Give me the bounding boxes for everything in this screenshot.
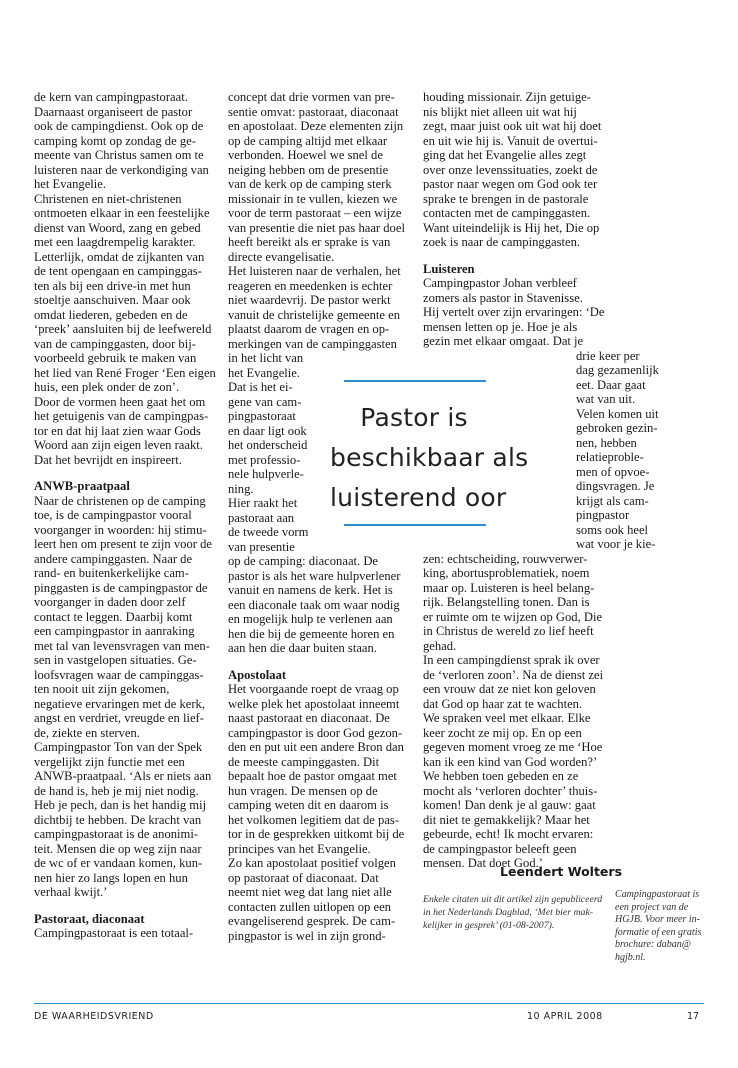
text-line: leert hen om present te zijn voor de: [34, 537, 212, 551]
side-note: Campingpastoraat is een project van de HGJB. Voor meer in- formatie of een gratis brochure: daban@ hgjb.nl.: [615, 889, 702, 963]
text-line: wat van uit.: [576, 392, 636, 406]
pull-quote-top-rule: [344, 380, 486, 382]
text-line: van de kerk op de camping sterk: [228, 177, 392, 191]
subheading-luisteren: Luisteren: [423, 261, 475, 276]
text-line: komen! Dan denk je al gauw: gaat: [423, 798, 596, 812]
text-line: het Evangelie.: [228, 365, 301, 380]
text-line: pastor naar wegen om God ook ter: [423, 177, 598, 191]
paragraph: [34, 395, 212, 468]
text-line: ten nooit uit zijn gekomen,: [34, 682, 170, 696]
text-line: sen in vastgelopen situaties. Ge-: [34, 653, 197, 667]
text-line: ‘preek’ aansluiten bij de leefwereld: [34, 322, 212, 336]
text-line: In een campingdienst sprak ik over: [423, 653, 600, 667]
text-line: verhaal kwijt.’: [34, 885, 108, 899]
text-line: en apostolaat. Deze elementen zijn: [228, 119, 404, 133]
text-line: kan ik een kind van God worden?’: [423, 754, 598, 769]
text-line: ANWB-praatpaal. ‘Als er niets aan: [34, 769, 212, 783]
subheading-apostolaat: Apostolaat: [228, 667, 287, 682]
text-line: Zo kan apostolaat positief volgen: [228, 856, 396, 870]
page-number: 17: [687, 1011, 700, 1022]
text-line: Dat is het ei-: [228, 380, 293, 394]
text-line: neiging hebben om de presentie: [228, 162, 389, 177]
text-line: dichtbij te hebben. De kracht van: [34, 812, 202, 827]
footer-publication: DE WAARHEIDSVRIEND: [34, 1011, 154, 1022]
text-line: tor in de gesprekken uitkomt bij de: [228, 827, 405, 841]
text-line: Campingpastor Ton van der Spek: [34, 740, 203, 754]
text-line: met tal van levensvragen van men-: [34, 638, 210, 653]
text-line: meente van Christus samen om te: [34, 148, 204, 162]
text-line: pingpastor: [576, 508, 630, 522]
text-line: men of opvoe-: [576, 464, 650, 479]
text-line: het getuigenis van de campingpas-: [34, 409, 209, 423]
text-line: pastor is als het ware hulpverlener: [228, 568, 401, 583]
text-line: zegt, maar juist ook uit wat hij doet: [423, 119, 602, 133]
text-line: bepaalt hoe de pastor omgaat met: [228, 769, 397, 783]
text-line: nen, hebben: [576, 435, 637, 450]
pull-quote: [330, 378, 529, 528]
text-line: naast pastoraat en diaconaat. De: [228, 711, 390, 725]
text-line: contact te leggen. Daarbij komt: [34, 609, 193, 624]
text-line: king, abortusproblematiek, noem: [423, 566, 590, 580]
text-line: gegeven moment vroeg ze me ‘Hoe: [423, 740, 603, 754]
paragraph: [423, 90, 603, 250]
text-line: toe, is de campingpastor vooral: [34, 508, 192, 522]
text-line: Hij vertelt over zijn ervaringen: ‘De: [423, 305, 605, 319]
text-line: soms ook heel: [576, 522, 649, 537]
text-line: loofsvragen waar de campinggas-: [34, 667, 204, 682]
paragraph-lines: [423, 552, 603, 654]
text-line: met professio-: [228, 452, 301, 467]
text-line: voorganger in daden door zelf: [34, 595, 186, 609]
pull-quote-bottom-rule: [344, 524, 486, 526]
text-line: angst en verdriet, vreugde en lief-: [34, 711, 204, 725]
text-line: Pastor is: [360, 403, 468, 432]
paragraph: [34, 494, 212, 741]
pull-quote-text: [330, 398, 529, 518]
text-line: Heb je pech, dan is het handig mij: [34, 798, 207, 812]
text-line: houding missionair. Zijn getuige-: [423, 90, 591, 104]
text-line: de wc of er vandaan komen, kun-: [34, 856, 203, 870]
text-line: de meeste campinggasten. Dit: [228, 754, 380, 769]
text-line: evangeliserend gesprek. De cam-: [228, 914, 396, 928]
text-line: op de camping: diaconaat. De: [228, 554, 379, 568]
text-line: zen: echtscheiding, rouwverwer-: [423, 551, 588, 566]
text-line: gebeurde, echt! Ik mocht ervaren:: [423, 827, 594, 841]
text-line: sprake te brengen in de pastorale: [423, 191, 589, 206]
text-line: de tent opengaan en campinggas-: [34, 264, 202, 278]
text-line: neemt niet weg dat lang niet alle: [228, 885, 392, 899]
text-line: Het voorgaande roept de vraag op: [228, 682, 399, 696]
text-line: stoeltje aanschuiven. Maar ook: [34, 293, 191, 307]
text-line: eet. Daar gaat: [576, 377, 646, 392]
text-line: Campingpastoraat is een totaal-: [34, 926, 194, 940]
paragraph: [228, 90, 406, 264]
footer-divider: [34, 1003, 704, 1004]
text-line: maar op. Luisteren is heel belang-: [423, 580, 595, 595]
text-line: pastoraat aan: [228, 510, 295, 525]
text-line: dingsvragen. Je: [576, 479, 655, 493]
text-line: plaatst daarom de vragen en op-: [228, 322, 390, 336]
text-line: het Evangelie.: [34, 177, 107, 191]
text-line: luisteren naar de verkondiging van: [34, 162, 209, 177]
text-line: pinggasten is de campingpastor de: [34, 580, 208, 595]
text-line: Naar de christenen op de camping: [34, 493, 206, 508]
paragraph: [34, 90, 212, 192]
text-line: welke plek het apostolaat inneemt: [228, 696, 400, 711]
text-line: dag gezamenlijk: [576, 363, 659, 377]
text-line: Dat het bevrijdt en inspireert.: [34, 452, 182, 467]
text-line: en daar ligt ook: [228, 423, 307, 438]
text-line: een vrouw dat ze niet kon geloven: [423, 682, 596, 696]
text-line: het volkomen legitiem dat de pas-: [228, 812, 400, 827]
paragraph: [34, 926, 212, 941]
text-line: den en put uit een andere Bron dan: [228, 740, 404, 754]
text-line: mocht als ‘verloren dochter’ thuis-: [423, 783, 598, 798]
text-line: in het licht van: [228, 351, 304, 365]
text-line: campingpastoraat is de anonimi-: [34, 827, 199, 841]
text-line: campingpastor is door God gezon-: [228, 725, 403, 740]
text-line: Het luisteren naar de verhalen, het: [228, 264, 401, 278]
text-line: camping komt op zondag de ge-: [34, 133, 196, 148]
text-line: een campingpastor in aanraking: [34, 624, 195, 638]
subheading-pastoraat-diaconaat: Pastoraat, diaconaat: [34, 911, 145, 926]
text-line: Velen komen uit: [576, 406, 659, 421]
text-line: ning.: [228, 481, 254, 496]
source-note: Enkele citaten uit dit artikel zijn gepubliceerd in het Nederlands Dagblad, ‘Met bier mak- kelijker in gesprek’ (01-08-2007).: [423, 894, 603, 931]
text-line: dit niet te gemakkelijk? Maar het: [423, 812, 590, 827]
text-line: en uit wie hij is. Vanuit de overtui-: [423, 133, 598, 148]
text-line: mensen. Dat doet God.’: [423, 856, 543, 870]
text-line: We spraken veel met elkaar. Elke: [423, 711, 591, 725]
text-line: contacten zullen uitlopen op een: [228, 899, 391, 914]
text-line: de ‘verloren zoon’. Na de dienst zei: [423, 667, 604, 682]
text-line: ten als bij een drive-in met hun: [34, 278, 191, 293]
text-line: aan hen die daar buiten staan.: [228, 641, 377, 655]
text-line: We hebben toen gebeden en ze: [423, 769, 579, 783]
text-line: Daarnaast organiseert de pastor: [34, 104, 193, 119]
text-line: nis blijkt niet alleen uit wat hij: [423, 104, 577, 119]
text-line: van presentie die niet pas haar doel: [228, 220, 405, 235]
text-line: luisterend oor: [330, 483, 507, 512]
text-line: pingpastoraat: [228, 409, 296, 423]
text-line: gebroken gezin-: [576, 421, 658, 435]
text-line: gene van cam-: [228, 394, 302, 409]
author-name: Leendert Wolters: [500, 864, 623, 879]
paragraph: [228, 856, 406, 943]
text-line: en mogelijk hulp te verlenen aan: [228, 612, 393, 626]
text-line: dat God op haar zat te wachten.: [423, 696, 583, 711]
text-line: krijgt als cam-: [576, 493, 649, 508]
text-line: merkingen van de campinggasten: [228, 336, 397, 351]
paragraph: [228, 682, 406, 856]
text-line: zomers als pastor in Stavenisse.: [423, 290, 583, 305]
paragraph: [423, 653, 603, 871]
text-line: mensen letten op je. Hoe je als: [423, 319, 578, 334]
text-line: negatieve ervaringen met de kerk,: [34, 696, 205, 711]
text-line: relatieproble-: [576, 450, 644, 464]
footer-date: 10 APRIL 2008: [527, 1011, 603, 1022]
text-line: hen die bij de gemeente horen en: [228, 626, 395, 641]
text-line: pingpastor is wel in zijn grond-: [228, 928, 386, 943]
article-column-1: [34, 90, 216, 941]
text-line: voorbeeld gebruik te maken van: [34, 351, 197, 365]
text-line: Christenen en niet-christenen: [34, 191, 182, 206]
text-line: van de campinggasten, door bij-: [34, 336, 196, 351]
text-line: de, ziekte en sterven.: [34, 725, 140, 740]
text-line: rand- en buitenkerkelijke cam-: [34, 566, 189, 580]
text-line: Woord aan zijn eigen leven raakt.: [34, 438, 203, 452]
text-line: omdat liederen, gebeden en de: [34, 307, 188, 322]
text-line: dienst van Woord, zang en gebed: [34, 220, 201, 235]
text-line: hun vragen. De mensen op de: [228, 783, 378, 798]
text-line: reageren en meedenken is echter: [228, 278, 393, 293]
text-line: een diaconale taak om waar nodig: [228, 597, 400, 612]
text-line: contacten met de campinggasten.: [423, 206, 591, 220]
text-line: met een laagdrempelig karakter.: [34, 235, 196, 249]
text-line: op pastoraat of diaconaat. Dat: [228, 870, 379, 885]
text-line: vanuit en namens de kerk. Het is: [228, 583, 393, 597]
text-line: teit. Mensen die op weg zijn naar: [34, 841, 202, 856]
text-line: camping weten dit en daarom is: [228, 798, 389, 812]
text-line: op de camping altijd met elkaar: [228, 133, 388, 148]
text-line: huis, een plek onder de zon’.: [34, 380, 180, 394]
text-line: ontmoeten elkaar in een feestelijke: [34, 206, 210, 220]
text-line: verbonden. Hoewel we snel de: [228, 148, 383, 162]
text-line: beschikbaar als: [330, 443, 529, 472]
text-line: de tweede vorm: [228, 525, 309, 539]
text-line: ging dat het Evangelie alles zegt: [423, 148, 587, 162]
text-line: het onderscheid: [228, 438, 308, 452]
text-line: niet waardevrij. De pastor werkt: [228, 293, 391, 307]
text-line: gezin met elkaar omgaat. Dat je: [423, 334, 584, 348]
text-line: in Christus de wereld zo lief heeft: [423, 624, 594, 638]
text-line: keer zocht ze mij op. En op een: [423, 725, 582, 740]
text-line: het lied van René Froger ‘Een eigen: [34, 365, 216, 380]
text-line: de campingpastor beleeft geen: [423, 841, 577, 856]
text-line: Letterlijk, omdat de zijkanten van: [34, 249, 205, 264]
text-line: directe evangelisatie.: [228, 249, 335, 264]
text-line: vergelijkt zijn functie met een: [34, 754, 185, 769]
text-line: principes van het Evangelie.: [228, 841, 371, 856]
text-line: voor de term pastoraat – een wijze: [228, 206, 402, 220]
text-line: over onze levenssituaties, zoekt de: [423, 162, 598, 177]
paragraph-lines: [423, 276, 603, 349]
text-line: zoek is naar de campinggasten.: [423, 235, 581, 249]
text-line: concept dat drie vormen van pre-: [228, 90, 395, 104]
text-line: nen hier zo langs lopen en hun: [34, 870, 188, 885]
text-line: voorganger in woorden: hij stimu-: [34, 522, 207, 537]
text-line: sentie omvat: pastoraat, diaconaat: [228, 104, 399, 119]
text-line: er ruimte om te wijzen op God, Die: [423, 609, 603, 624]
text-line: drie keer per: [576, 348, 640, 363]
text-line: nele hulpverle-: [228, 467, 304, 481]
text-line: de hand is, heb je mij niet nodig.: [34, 783, 199, 798]
text-line: wat voor je kie-: [576, 537, 656, 551]
text-line: van presentie: [228, 539, 295, 554]
paragraph-lines: [228, 264, 406, 351]
paragraph: [34, 740, 212, 900]
text-line: Want uiteindelijk is Hij het, Die op: [423, 220, 600, 235]
text-line: gehad.: [423, 638, 457, 653]
text-line: missionair in te vullen, kiezen we: [228, 191, 398, 206]
text-line: tor en dat hij laat zien waar Gods: [34, 423, 201, 438]
text-line: vanuit de christelijke gemeente en: [228, 307, 401, 322]
text-line: rijk. Belangstelling tonen. Dan is: [423, 595, 590, 609]
text-line: Hier raakt het: [228, 496, 298, 510]
text-line: de kern van campingpastoraat.: [34, 90, 188, 104]
text-line: Campingpastor Johan verbleef: [423, 276, 577, 290]
text-line: heeft bereikt als er sprake is van: [228, 235, 391, 249]
text-line: Door de vormen heen gaat het om: [34, 394, 206, 409]
paragraph: [34, 191, 216, 395]
text-line: ook de campingdienst. Ook op de: [34, 119, 204, 133]
paragraph-lines: [228, 554, 406, 656]
text-line: andere campinggasten. Naar de: [34, 551, 193, 566]
subheading-anwb-praatpaal: ANWB-praatpaal: [34, 479, 130, 493]
